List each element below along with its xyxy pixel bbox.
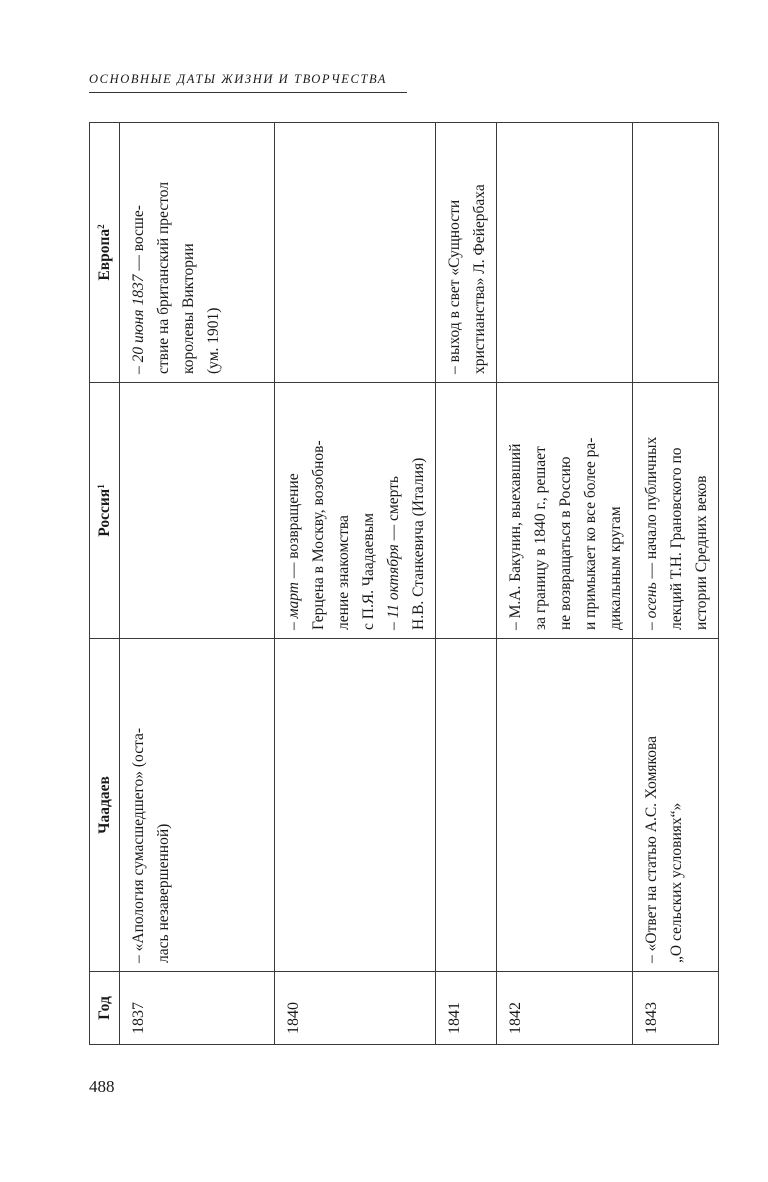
year-cell: 1843 bbox=[633, 972, 719, 1045]
chaadaev-cell bbox=[436, 639, 497, 972]
chaadaev-cell bbox=[275, 639, 436, 972]
chronology-table bbox=[89, 122, 719, 1045]
chronology-table-rotated bbox=[89, 123, 710, 1045]
italic-date: – 20 июня 1837 bbox=[130, 274, 147, 374]
line-text: ление знакомства bbox=[335, 515, 352, 630]
year-cell: 1841 bbox=[436, 972, 497, 1045]
table-row bbox=[275, 123, 436, 1045]
cell-line bbox=[442, 131, 467, 374]
cell-line bbox=[503, 391, 528, 630]
cell-line bbox=[331, 391, 356, 630]
europe-cell bbox=[120, 123, 275, 383]
table-row bbox=[497, 123, 633, 1045]
cell-line bbox=[406, 391, 431, 630]
europe-cell bbox=[275, 123, 436, 383]
line-text: и примыкает ко все более ра- bbox=[582, 437, 599, 630]
cell-line bbox=[664, 391, 689, 630]
italic-date: – осень bbox=[643, 582, 660, 630]
europe-cell bbox=[436, 123, 497, 383]
header-russia: Россия$^1$ bbox=[90, 383, 120, 639]
running-head-rule bbox=[89, 92, 407, 93]
russia-cell bbox=[633, 383, 719, 639]
line-text: — возвращение bbox=[285, 473, 302, 582]
cell-line: – «Апология сумасшедшего» (оста- bbox=[130, 727, 147, 963]
russia-cell bbox=[436, 383, 497, 639]
year-cell: 1840 bbox=[275, 972, 436, 1045]
cell-line: „О сельских условиях“» bbox=[668, 802, 685, 963]
table-row bbox=[436, 123, 497, 1045]
cell-line bbox=[381, 391, 406, 630]
line-text: истории Средних веков bbox=[693, 475, 710, 630]
cell-line bbox=[176, 131, 201, 374]
russia-cell bbox=[497, 383, 633, 639]
line-text: — восше- bbox=[130, 205, 147, 275]
line-text: не возвращаться в Россию bbox=[557, 456, 574, 630]
cell-line bbox=[356, 391, 381, 630]
header-year: Год bbox=[90, 972, 120, 1045]
header-chaadaev: Чаадаев bbox=[90, 639, 120, 972]
cell-line bbox=[639, 391, 664, 630]
footnote-mark-1: 1 bbox=[95, 484, 106, 489]
line-text: за границу в 1840 г., решает bbox=[532, 446, 549, 630]
russia-cell bbox=[120, 383, 275, 639]
cell-line bbox=[528, 391, 553, 630]
italic-date: – 11 октября bbox=[385, 544, 402, 630]
cell-line bbox=[306, 391, 331, 630]
cell-line bbox=[553, 391, 578, 630]
running-head: ОСНОВНЫЕ ДАТЫ ЖИЗНИ И ТВОРЧЕСТВА bbox=[89, 72, 388, 86]
cell-line bbox=[467, 131, 492, 374]
header-europe: Европа$^2$ bbox=[90, 123, 120, 383]
line-text: – М.А. Бакунин, выехавший bbox=[507, 443, 524, 630]
europe-cell bbox=[633, 123, 719, 383]
line-text: ствие на британский престол bbox=[155, 181, 172, 374]
russia-cell bbox=[275, 383, 436, 639]
cell-line: лась незавершенной) bbox=[155, 823, 172, 963]
line-text: христианства» Л. Фейербаха bbox=[471, 184, 488, 374]
year-cell: 1837 bbox=[120, 972, 275, 1045]
line-text: королевы Виктории bbox=[180, 243, 197, 374]
cell-line bbox=[151, 131, 176, 374]
line-text: (ум. 1901) bbox=[205, 307, 222, 374]
cell-line bbox=[126, 131, 151, 374]
cell-line bbox=[603, 391, 628, 630]
line-text: лекций Т.Н. Грановского по bbox=[668, 447, 685, 630]
italic-date: – март bbox=[285, 581, 302, 630]
line-text: дикальным кругам bbox=[607, 506, 624, 630]
line-text: – выход в свет «Сущности bbox=[446, 199, 463, 374]
year-cell: 1842 bbox=[497, 972, 633, 1045]
table-row bbox=[633, 123, 719, 1045]
line-text: с П.Я. Чаадаевым bbox=[360, 513, 377, 630]
chaadaev-cell bbox=[497, 639, 633, 972]
line-text: Герцена в Москву, возобнов- bbox=[310, 440, 327, 630]
chaadaev-cell bbox=[120, 639, 275, 972]
cell-line bbox=[201, 131, 226, 374]
chaadaev-cell bbox=[633, 639, 719, 972]
cell-line: – «Ответ на статью А.С. Хомякова bbox=[643, 735, 660, 963]
footnote-mark-2: 2 bbox=[95, 224, 106, 229]
page-number: 488 bbox=[89, 1077, 115, 1096]
cell-line bbox=[689, 391, 714, 630]
line-text: — начало публичных bbox=[643, 436, 660, 583]
line-text: Н.В. Станкевича (Италия) bbox=[410, 457, 427, 630]
table-row bbox=[120, 123, 275, 1045]
cell-line bbox=[281, 391, 306, 630]
cell-line bbox=[578, 391, 603, 630]
europe-cell bbox=[497, 123, 633, 383]
line-text: — смерть bbox=[385, 476, 402, 545]
table-header-row bbox=[90, 123, 120, 1045]
